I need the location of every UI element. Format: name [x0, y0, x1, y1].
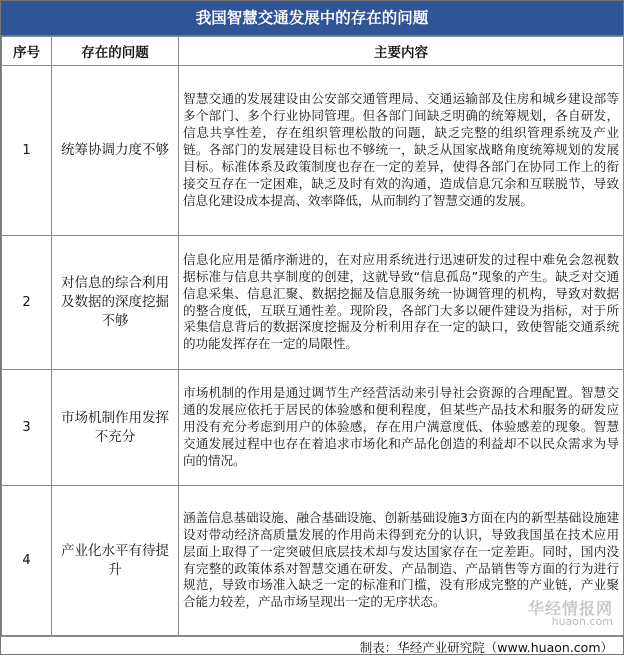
row-issue: 市场机制作用发挥不充分	[52, 370, 179, 486]
row-issue: 统筹协调力度不够	[52, 66, 179, 236]
row-num: 4	[2, 486, 52, 636]
header-row	[2, 37, 624, 66]
row-content: 信息化应用是循序渐进的，在对应用系统进行迅速研发的过程中难免会忽视数据标准与信息共享制度的创建，这就导致“信息孤岛”现象的产生。缺乏对交通信息采集、信息汇聚、数据挖掘及信息服务统一协调管理的机构，导致对数据的整合度低，互联互通性差。现阶段，各部门大多以硬件建设为指标，对于所采集信息背后的数据深度挖掘及分析利用存在一定的缺口，致使智能交通系统的功能发挥存在一定的局限性。	[179, 236, 624, 370]
table-footer: 制表：华经产业研究院（www.huaon.com）	[1, 636, 623, 659]
watermark-brand: 华经情报网	[527, 599, 613, 618]
row-issue: 对信息的综合利用及数据的深度挖掘不够	[52, 236, 179, 370]
watermark	[527, 599, 613, 628]
header-content: 主要内容	[179, 37, 624, 66]
row-issue: 产业化水平有待提升	[52, 486, 179, 636]
row-num: 1	[2, 66, 52, 236]
row-content: 智慧交通的发展建设由公安部交通管理局、交通运输部及住房和城乡建设部等多个部门、多个行业协同管理。但各部门间缺乏明确的统筹规划，各自研发，信息共享性差，存在组织管理松散的问题，缺乏完整的组织管理系统及产业链。各部门的发展建设目标也不够统一，缺乏从国家战略角度统筹规划的发展目标。标准体系及政策制度也存在一定的差异，使得各部门在协同工作上的衔接交互存在一定困难，缺乏及时有效的沟通，造成信息冗余和互联脱节，导致信息化建设成本提高、效率降低，从而制约了智慧交通的发展。	[179, 66, 624, 236]
row-content: 涵盖信息基础设施、融合基础设施、创新基础设施3方面在内的新型基础设施建设对带动经济高质量发展的作用尚未得到充分的认识，导致我国虽在技术应用层面上取得了一定突破但底层技术却与发达国家存在一定差距。同时，国内没有完整的政策体系对智慧交通在研发、产品制造、产品销售等方面的行为进行规范，导致市场准入缺乏一定的标准和门槛，没有形成完整的产业链，产业聚合能力较差，产品市场呈现出一定的无序状态。	[179, 486, 624, 636]
row-content: 市场机制的作用是通过调节生产经营活动来引导社会资源的合理配置。智慧交通的发展应依托于居民的体验感和便利程度，但某些产品技术和服务的研发应用没有充分考虑到用户的体验感，存在用户满意度低、体验感差的现象。智慧交通发展过程中也存在着追求市场化和产品化创造的利益却不以民众需求为导向的情况。	[179, 370, 624, 486]
table-row	[2, 236, 624, 370]
row-num: 3	[2, 370, 52, 486]
header-num: 序号	[2, 37, 52, 66]
header-issue: 存在的问题	[52, 37, 179, 66]
table-row	[2, 370, 624, 486]
issues-table	[1, 36, 624, 636]
row-num: 2	[2, 236, 52, 370]
table-title: 我国智慧交通发展中的存在的问题	[1, 1, 623, 36]
table-row	[2, 66, 624, 236]
watermark-url: huaon.com	[551, 615, 613, 628]
